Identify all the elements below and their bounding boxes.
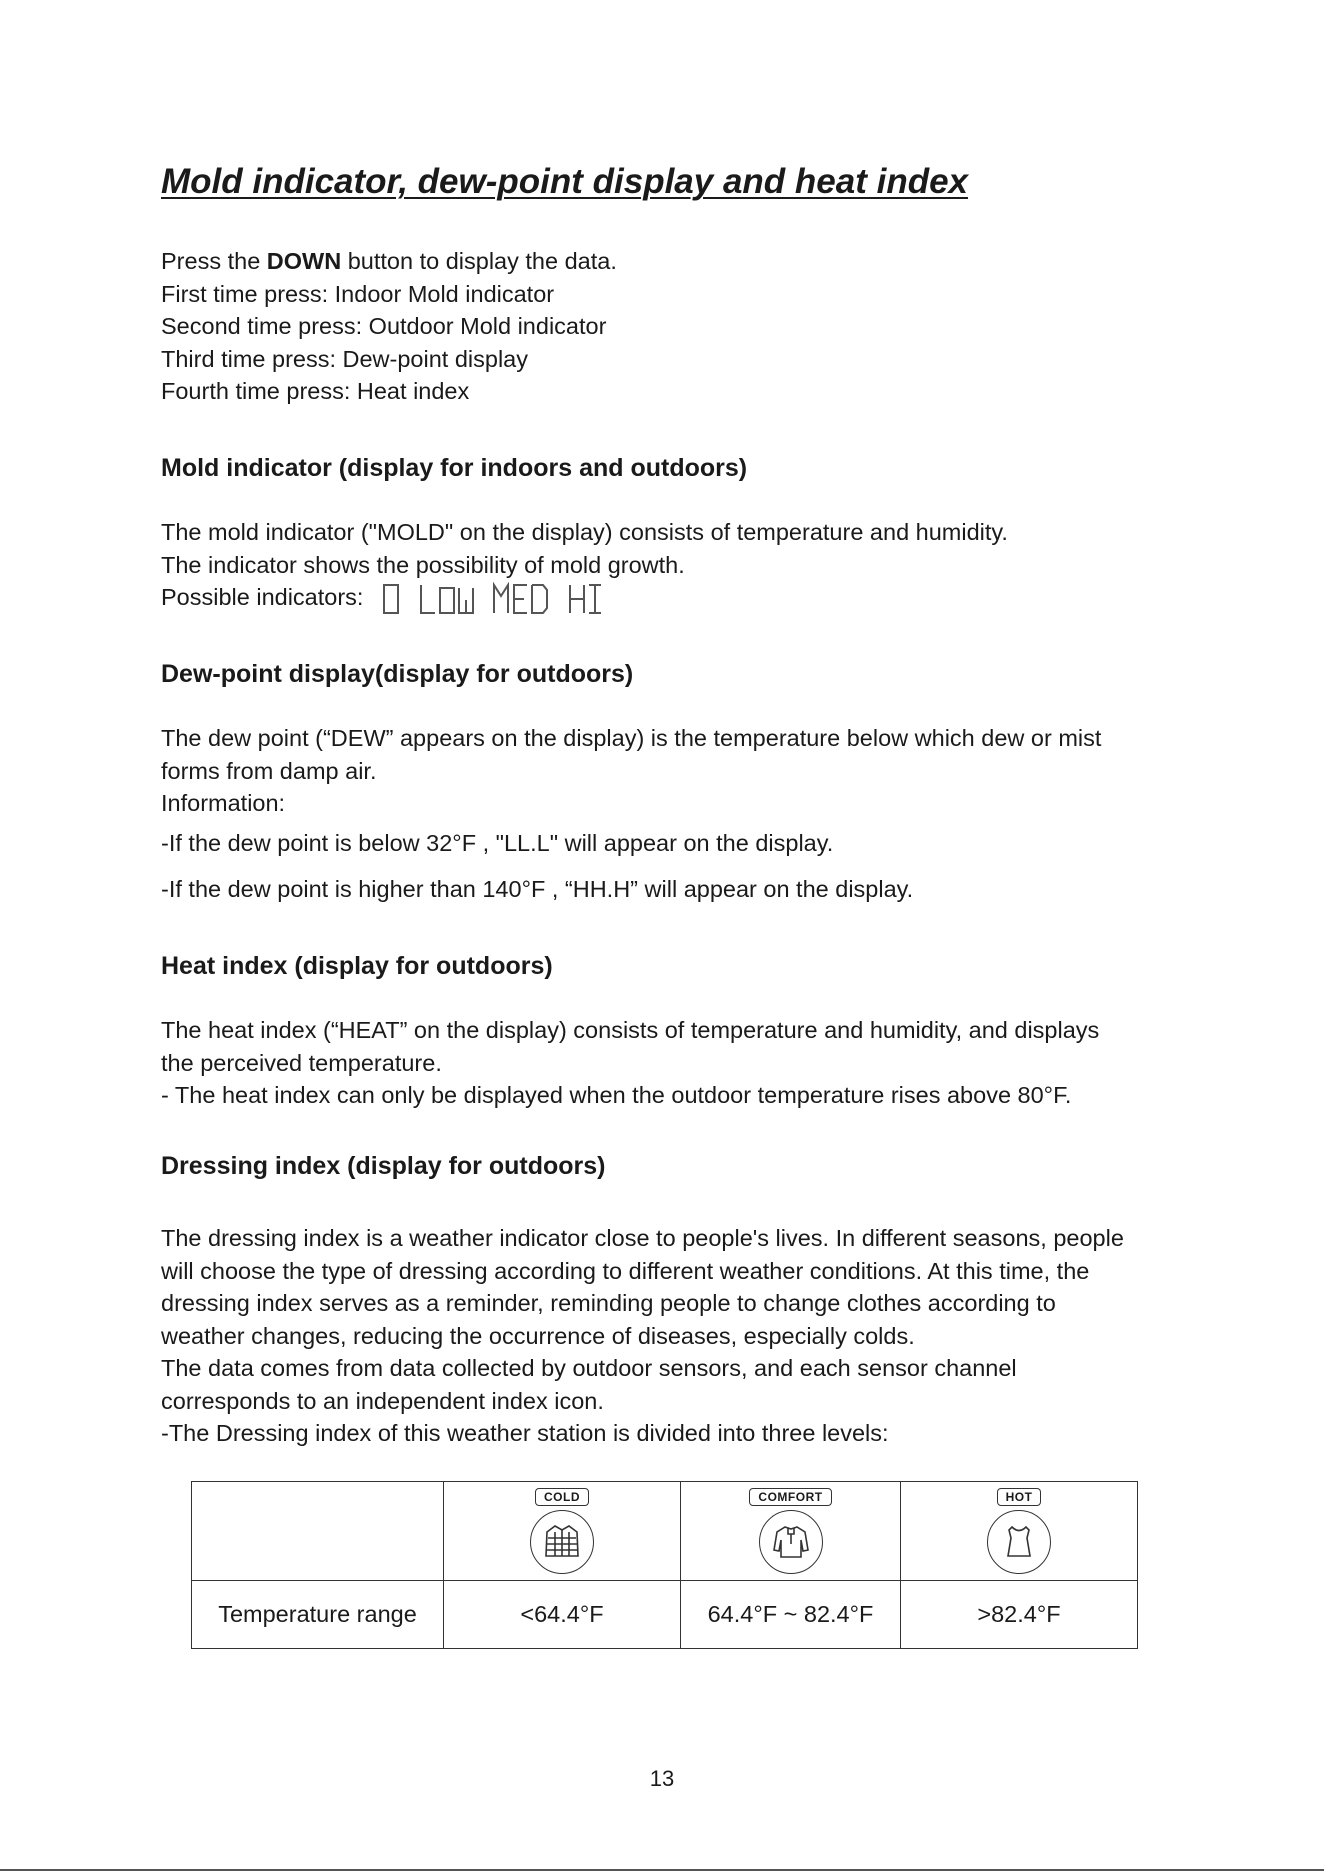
dew-heading: Dew-point display(display for outdoors) bbox=[161, 660, 634, 688]
comfort-range: 64.4°F ~ 82.4°F bbox=[681, 1581, 901, 1649]
mold-section bbox=[161, 516, 1171, 616]
dew-paragraph-2: forms from damp air. bbox=[161, 757, 377, 784]
page-title: Mold indicator, dew-point display and heat index bbox=[161, 162, 969, 201]
dressing-paragraph-1: The dressing index is a weather indicator close to people's lives. In different seasons, people bbox=[161, 1225, 1124, 1251]
heat-heading: Heat index (display for outdoors) bbox=[161, 952, 553, 980]
mold-paragraph-3 bbox=[161, 581, 1171, 616]
mold-paragraph-2: The indicator shows the possibility of mold growth. bbox=[161, 551, 685, 578]
dressing-paragraph-3: dressing index serves as a reminder, reminding people to change clothes according to bbox=[161, 1290, 1056, 1316]
dressing-index-table bbox=[191, 1481, 1138, 1649]
dew-paragraph-5: -If the dew point is higher than 140°F , “HH.H” will appear on the display. bbox=[161, 876, 914, 902]
tank-top-icon bbox=[987, 1510, 1051, 1574]
dressing-heading: Dressing index (display for outdoors) bbox=[161, 1152, 606, 1180]
intro-line-2: First time press: Indoor Mold indicator bbox=[161, 280, 555, 307]
table-header-comfort bbox=[681, 1482, 901, 1581]
mold-heading: Mold indicator (display for indoors and outdoors) bbox=[161, 454, 748, 482]
heat-paragraph-2: the perceived temperature. bbox=[161, 1049, 442, 1076]
intro-line-3: Second time press: Outdoor Mold indicator bbox=[161, 313, 607, 339]
table-row bbox=[192, 1581, 1138, 1649]
intro-section bbox=[161, 245, 1171, 408]
bottom-divider bbox=[0, 1869, 1324, 1871]
dew-paragraph-1: The dew point (“DEW” appears on the display) is the temperature below which dew or mist bbox=[161, 725, 1102, 751]
dressing-paragraph-2: will choose the type of dressing according to different weather conditions. At this time, the bbox=[161, 1257, 1090, 1284]
intro-line-4: Third time press: Dew-point display bbox=[161, 345, 528, 372]
hot-range: >82.4°F bbox=[901, 1581, 1138, 1649]
heat-paragraph-3: - The heat index can only be displayed when the outdoor temperature rises above 80°F. bbox=[161, 1082, 1072, 1108]
sweater-icon bbox=[759, 1510, 823, 1574]
jacket-icon bbox=[530, 1510, 594, 1574]
dressing-paragraph-6: corresponds to an independent index icon. bbox=[161, 1387, 604, 1414]
down-button-keyword: DOWN bbox=[266, 248, 342, 274]
mold-paragraph-1: The mold indicator ("MOLD" on the display) consists of temperature and humidity. bbox=[161, 519, 1008, 545]
dressing-paragraph-5: The data comes from data collected by outdoor sensors, and each sensor channel bbox=[161, 1355, 1017, 1381]
dressing-section bbox=[161, 1222, 1171, 1450]
cold-range: <64.4°F bbox=[444, 1581, 681, 1649]
dressing-paragraph-4: weather changes, reducing the occurrence of diseases, especially colds. bbox=[161, 1322, 915, 1349]
page-number: 13 bbox=[649, 1766, 675, 1791]
comfort-badge: COMFORT bbox=[749, 1488, 831, 1506]
table-header-hot bbox=[901, 1482, 1138, 1581]
cold-badge: COLD bbox=[535, 1488, 589, 1506]
dressing-paragraph-7: -The Dressing index of this weather station is divided into three levels: bbox=[161, 1420, 889, 1446]
heat-paragraph-1: The heat index (“HEAT” on the display) consists of temperature and humidity, and displays bbox=[161, 1017, 1100, 1043]
intro-line-1 bbox=[161, 245, 1171, 278]
lcd-indicators-icon bbox=[381, 582, 603, 616]
temperature-range-label: Temperature range bbox=[192, 1581, 444, 1649]
table-header-cold bbox=[444, 1482, 681, 1581]
intro-line-5: Fourth time press: Heat index bbox=[161, 378, 470, 404]
dew-paragraph-3: Information: bbox=[161, 790, 286, 816]
intro-line-1-post: button to display the data. bbox=[341, 248, 617, 274]
possible-indicators-label: Possible indicators: bbox=[161, 584, 364, 610]
dew-paragraph-4: -If the dew point is below 32°F , "LL.L" will appear on the display. bbox=[161, 829, 834, 856]
hot-badge: HOT bbox=[997, 1488, 1042, 1506]
table-row bbox=[192, 1482, 1138, 1581]
intro-line-1-pre: Press the bbox=[161, 248, 267, 274]
table-header-empty-cell bbox=[192, 1482, 444, 1581]
dew-section bbox=[161, 722, 1171, 906]
heat-section bbox=[161, 1014, 1171, 1112]
